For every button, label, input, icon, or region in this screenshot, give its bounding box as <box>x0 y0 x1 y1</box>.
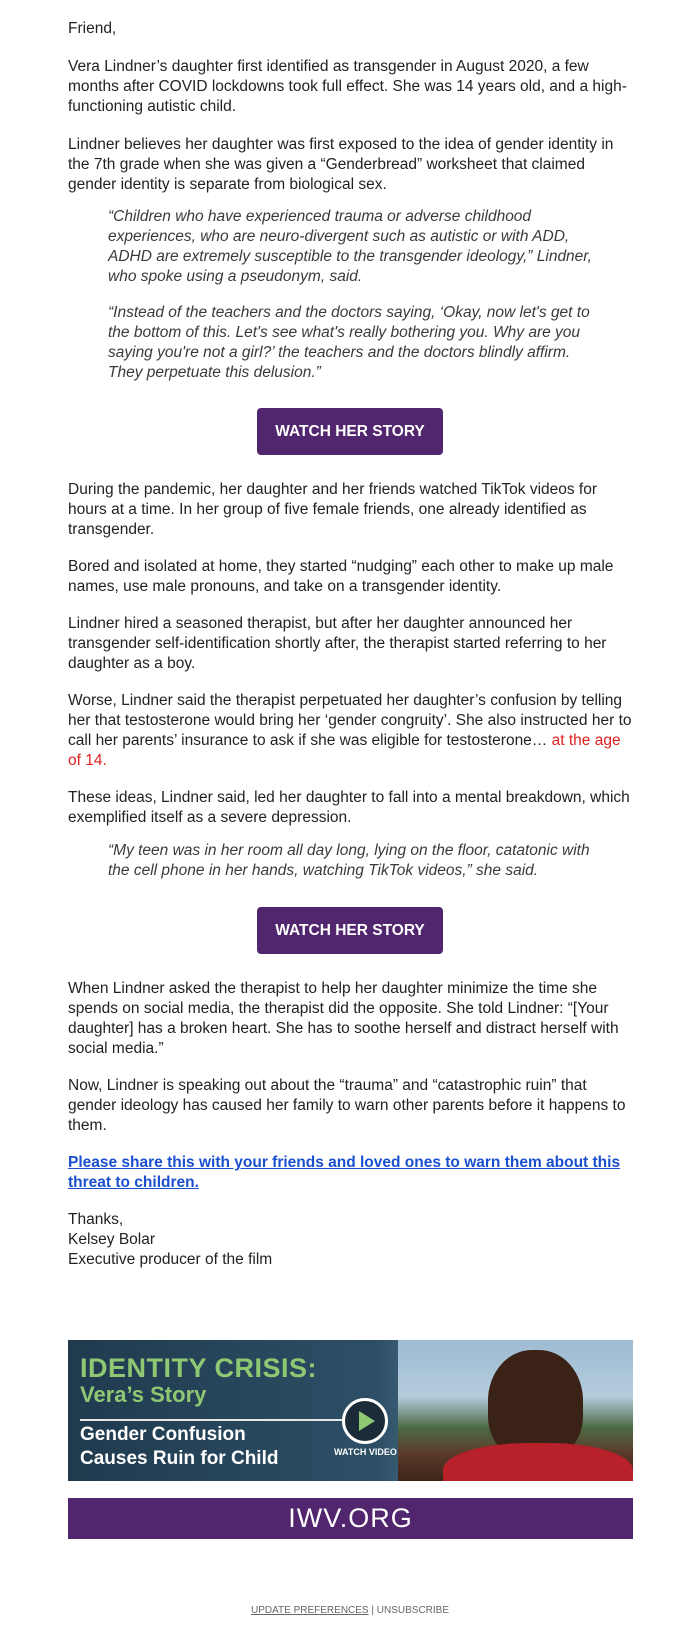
paragraph-4: Bored and isolated at home, they started “nudging” each other to make up male names, use male pronouns, and take on a transgender identity. <box>68 558 614 595</box>
paragraph-3: During the pandemic, her daughter and her friends watched TikTok videos for hours at a time. In her group of five female friends, one already identified as transgender. <box>68 481 598 538</box>
signoff-name: Kelsey Bolar <box>68 1231 156 1248</box>
paragraph-6 <box>68 691 632 771</box>
play-icon[interactable] <box>342 1398 388 1444</box>
signoff-title: Executive producer of the film <box>68 1251 273 1268</box>
paragraph-8: When Lindner asked the therapist to help her daughter minimize the time she spends on social media, the therapist did the opposite. She told Lindner: “[Your daughter] has a broken heart. She has to soothe herself and distract herself with social media.” <box>68 980 619 1057</box>
paragraph-7: These ideas, Lindner said, led her daughter to fall into a mental breakdown, which exemplified itself as a severe depression. <box>68 789 630 826</box>
paragraph-2: Lindner believes her daughter was first exposed to the idea of gender identity in the 7th grade when she was given a “Genderbread” worksheet that claimed gender identity is separate from biological sex. <box>68 136 614 193</box>
banner-divider <box>80 1419 355 1421</box>
footer-separator: | <box>368 1605 377 1616</box>
quote-3: “My teen was in her room all day long, lying on the floor, catatonic with the cell phone in her hands, watching TikTok videos,” she said. <box>108 842 590 879</box>
paragraph-1: Vera Lindner’s daughter first identified as transgender in August 2020, a few months after COVID lockdowns took full effect. She was 14 years old, and a high-functioning autistic child. <box>68 58 627 115</box>
watch-video-label: WATCH VIDEO <box>334 1447 397 1457</box>
banner-title: IDENTITY CRISIS: <box>80 1353 318 1383</box>
banner-tagline-2: Causes Ruin for Child <box>80 1448 279 1469</box>
greeting: Friend, <box>68 20 117 37</box>
paragraph-5: Lindner hired a seasoned therapist, but after her daughter announced her transgender self-identification shortly after, the therapist started referring to her daughter as a boy. <box>68 615 607 672</box>
unsubscribe-link[interactable]: UNSUBSCRIBE <box>376 1605 450 1616</box>
paragraph-6-text: Worse, Lindner said the therapist perpetuated her daughter’s confusion by telling her that testosterone would bring her ‘gender congruity’. She also instructed her to call her parents’ insurance to ask if she was eligible for testosterone… <box>68 692 632 749</box>
quote-1: “Children who have experienced trauma or adverse childhood experiences, who are neuro-divergent such as autistic or with ADD, ADHD are extremely susceptible to the transgender ideology,” Lindner, who spoke using a pseudonym, said. <box>108 208 592 285</box>
play-triangle-icon <box>359 1411 375 1431</box>
update-preferences-link[interactable]: UPDATE PREFERENCES <box>250 1605 369 1616</box>
share-paragraph <box>68 1153 632 1193</box>
watch-her-story-button-2[interactable]: WATCH HER STORY <box>257 907 443 954</box>
signoff-thanks: Thanks, <box>68 1211 124 1228</box>
video-banner[interactable] <box>68 1340 633 1481</box>
paragraph-9: Now, Lindner is speaking out about the “trauma” and “catastrophic ruin” that gender ideology has caused her family to warn other parents before it happens to them. <box>68 1077 626 1134</box>
paragraph-6-highlight: at the age of 14. <box>68 732 621 769</box>
banner-tagline-1: Gender Confusion <box>80 1424 246 1445</box>
watch-her-story-button[interactable]: WATCH HER STORY <box>257 408 443 455</box>
banner-subtitle: Vera’s Story <box>80 1382 207 1407</box>
footer <box>0 1605 700 1616</box>
share-link[interactable]: Please share this with your friends and loved ones to warn them about this threat to children. <box>68 1154 621 1191</box>
iwv-org-bar[interactable]: IWV.ORG <box>68 1498 633 1539</box>
quote-2: “Instead of the teachers and the doctors saying, ‘Okay, now let's get to the bottom of this. Let's see what's really bothering you. Why are you saying you're not a girl?’ the teachers and the doctors blindly affirm. They perpetuate this delusion.” <box>108 304 590 381</box>
